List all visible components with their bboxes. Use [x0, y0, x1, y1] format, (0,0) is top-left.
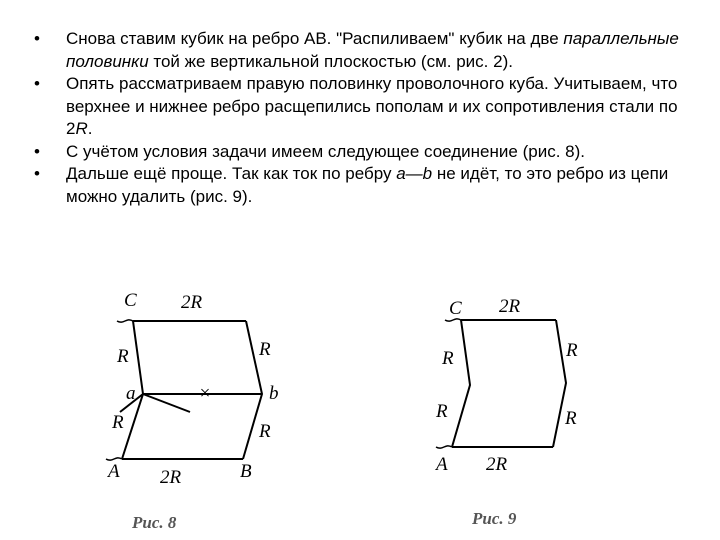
fig9-label-left-top: R — [442, 348, 454, 369]
fig9-caption: Рис. 9 — [472, 509, 517, 528]
figure-9-diagram — [436, 319, 566, 448]
fig9-label-bottom: 2R — [486, 454, 508, 475]
bullet-marker: • — [34, 164, 40, 183]
fig9-wire-a — [436, 446, 452, 448]
fig8-label-right-top: R — [259, 339, 271, 360]
fig9-label-C: C — [449, 298, 462, 319]
fig8-caption: Рис. 8 — [132, 513, 177, 532]
fig8-label-left-top: R — [117, 346, 129, 367]
bullet-text: той же вертикальной плоскостью (см. рис. 2). — [148, 51, 513, 71]
fig9-label-right-top: R — [566, 340, 578, 361]
bullet-marker: • — [34, 141, 40, 161]
bullet-marker: • — [34, 74, 40, 93]
fig8-label-B: B — [240, 461, 252, 482]
bullet-text-italic: R — [75, 119, 88, 138]
fig9-wire-c — [445, 319, 461, 321]
bullet-text: Снова ставим кубик на ребро АВ. "Распиливаем" кубик на две — [66, 29, 564, 48]
fig8-label-a: a — [126, 383, 136, 404]
bullet-text: Дальше ещё проще. Так как ток по ребру — [66, 164, 397, 183]
fig9-left-side — [452, 320, 470, 447]
fig8-wire-a — [106, 458, 122, 460]
bullet-text-italic: параллельные половинки — [66, 29, 679, 71]
fig8-cross-mark: × — [199, 383, 211, 404]
bullet-text: С учётом условия задачи имеем следующее соединение (рис. 8). — [66, 141, 585, 161]
fig8-diag-right — [143, 394, 190, 412]
fig8-label-right-bottom: R — [259, 421, 271, 442]
fig8-label-C: C — [124, 290, 137, 311]
fig9-label-A: A — [436, 454, 448, 475]
fig8-label-bottom: 2R — [160, 467, 182, 488]
bullet-text: . — [87, 119, 93, 138]
fig8-label-A: A — [108, 461, 120, 482]
fig9-label-left-bottom: R — [436, 401, 448, 422]
fig8-wire-c — [117, 320, 133, 322]
fig8-label-top: 2R — [181, 292, 203, 313]
fig8-label-left-bottom: R — [112, 412, 124, 433]
bullet-marker: • — [34, 29, 40, 48]
fig9-label-top: 2R — [499, 296, 521, 317]
bullet-text-italic: a—b — [396, 164, 433, 183]
fig9-label-right-bottom: R — [565, 408, 577, 429]
bullet-text: не идёт, то это ребро из цепи можно удалить (рис. 9). — [66, 164, 669, 206]
bullet-text: Опять рассматриваем правую половинку проволочного куба. Учитываем, что верхнее и нижнее ребро расщепились пополам и их сопротивления стали по 2 — [66, 74, 678, 138]
fig8-label-b: b — [269, 383, 279, 404]
